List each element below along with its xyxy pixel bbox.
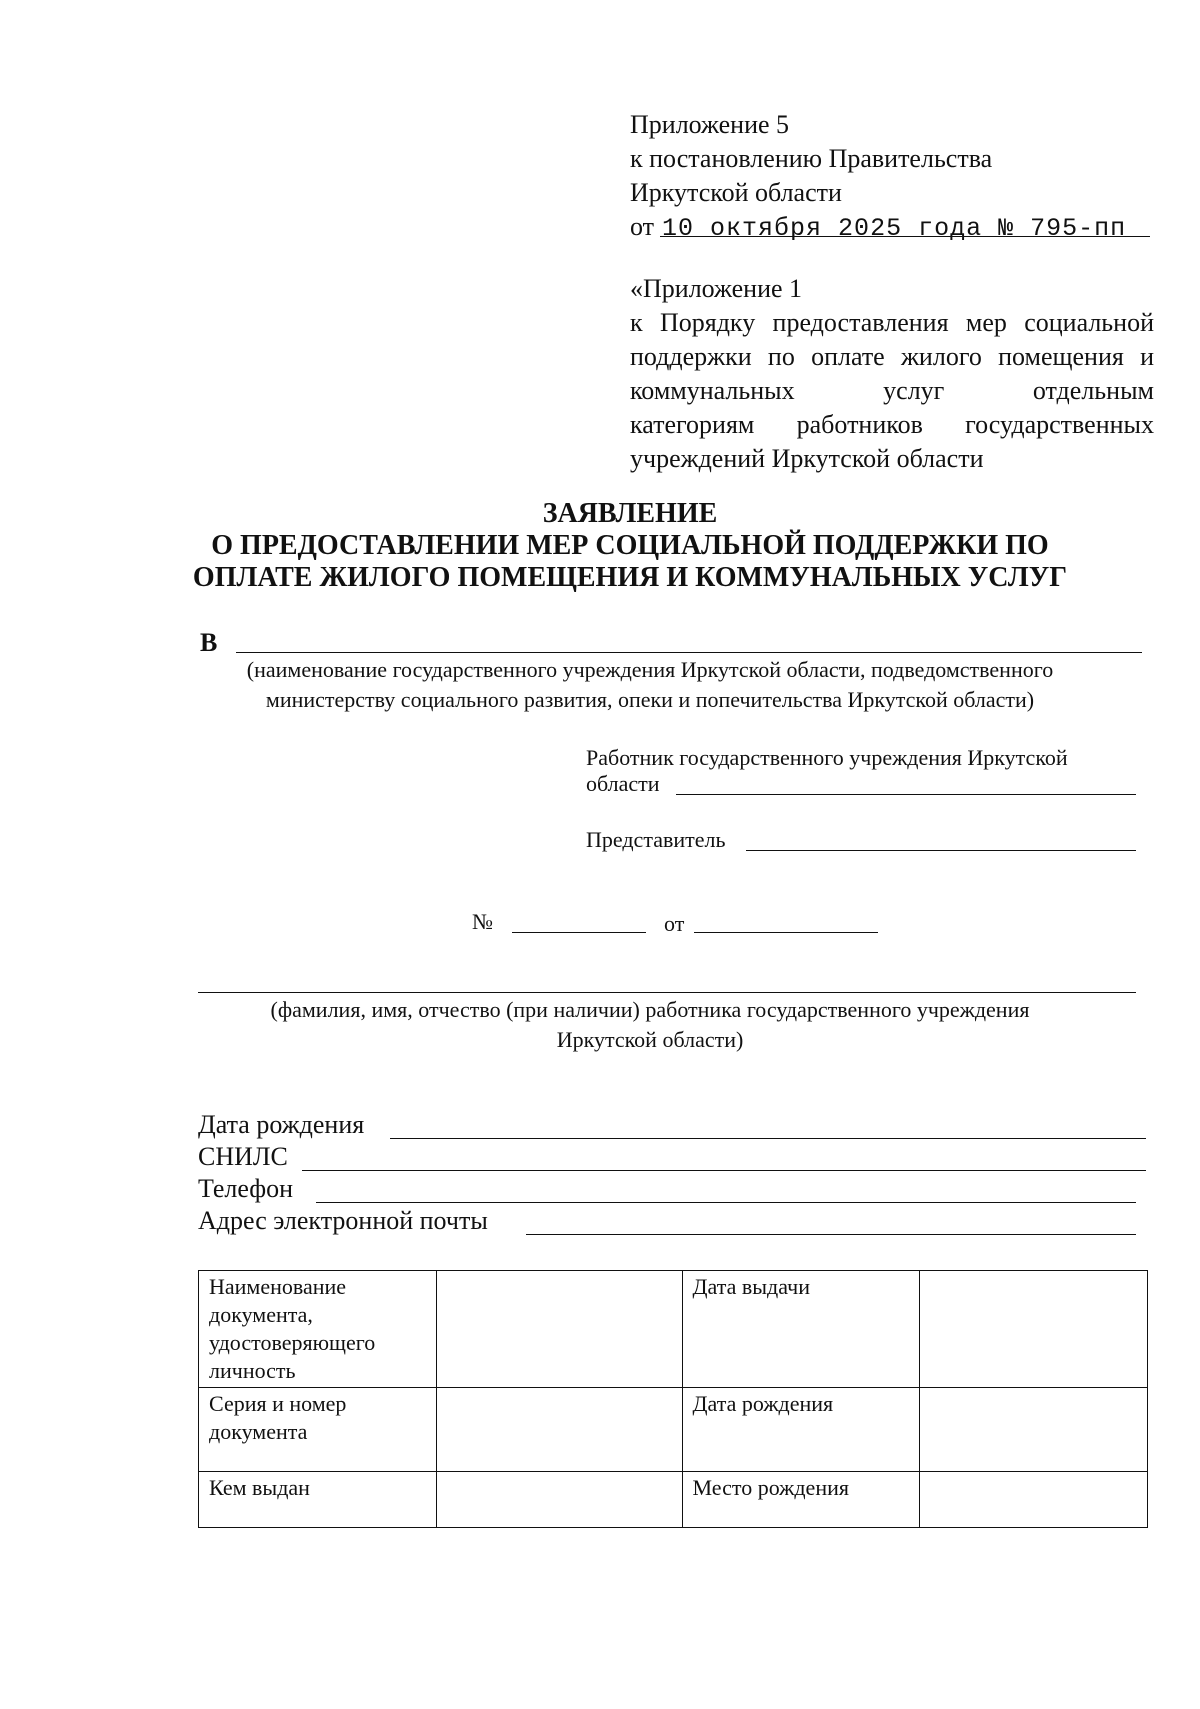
appendix-5-line: Иркутской области [630, 178, 842, 207]
representative-label: Представитель [586, 827, 726, 852]
email-label: Адрес электронной почты [198, 1206, 488, 1235]
identity-document-table [198, 1270, 1148, 1528]
appendix-5-header [630, 108, 1150, 246]
issued-by-value[interactable] [436, 1472, 682, 1528]
table-row [199, 1472, 1148, 1528]
birth-date-label: Дата рождения [198, 1110, 365, 1139]
appendix-1-line: поддержки по оплате жилого помещения и [630, 342, 1154, 371]
series-number-label: Серия и номер документа [199, 1388, 437, 1472]
registration-number-label: № [472, 909, 493, 934]
registration-number-field[interactable] [512, 932, 646, 933]
worker-label: Работник государственного учреждения Иркутской [586, 745, 1068, 770]
birth-date-field[interactable] [390, 1138, 1146, 1139]
fio-hint-line: (фамилия, имя, отчество (при наличии) работника государственного учреждения [270, 997, 1030, 1022]
snils-field[interactable] [302, 1170, 1146, 1171]
decree-underline [660, 236, 1150, 237]
issued-by-label: Кем выдан [199, 1472, 437, 1528]
decree-from-label: от [630, 212, 655, 241]
representative-field-line[interactable] [746, 850, 1136, 851]
table-row [199, 1388, 1148, 1472]
title-line: О ПРЕДОСТАВЛЕНИИ МЕР СОЦИАЛЬНОЙ ПОДДЕРЖКИ ПО [211, 530, 1049, 561]
snils-label: СНИЛС [198, 1142, 288, 1171]
appendix-5-title: Приложение 5 [630, 110, 790, 139]
table-birth-date-value[interactable] [920, 1388, 1148, 1472]
worker-label-cont: области [586, 771, 660, 796]
table-row [199, 1271, 1148, 1388]
phone-field[interactable] [316, 1202, 1136, 1203]
appendix-1-line: учреждений Иркутской области [630, 444, 984, 473]
registration-date-field[interactable] [694, 932, 878, 933]
recipient-field-line[interactable] [236, 652, 1142, 653]
document-title [180, 498, 1080, 594]
email-field[interactable] [526, 1234, 1136, 1235]
registration-date-label: от [664, 911, 685, 936]
fio-hint-line: Иркутской области) [556, 1027, 744, 1052]
document-name-label: Наименование документа, удостоверяющего личность [199, 1271, 437, 1388]
appendix-1-line: категориям работников государственных [630, 410, 1154, 439]
birth-place-value[interactable] [920, 1472, 1148, 1528]
table-birth-date-label: Дата рождения [682, 1388, 920, 1472]
title-line: ОПЛАТЕ ЖИЛОГО ПОМЕЩЕНИЯ И КОММУНАЛЬНЫХ УСЛУГ [192, 562, 1068, 593]
recipient-hint-line: министерству социального развития, опеки и попечительства Иркутской области) [265, 687, 1035, 712]
appendix-5-line: к постановлению Правительства [630, 144, 993, 173]
issue-date-value[interactable] [920, 1271, 1148, 1388]
birth-place-label: Место рождения [682, 1472, 920, 1528]
fio-field-line[interactable] [198, 992, 1136, 993]
decree-line [630, 210, 1150, 246]
appendix-1-line: коммунальных услуг отдельным [630, 376, 1154, 405]
title-line: ЗАЯВЛЕНИЕ [542, 498, 718, 529]
appendix-1-line: к Порядку предоставления мер социальной [630, 308, 1154, 337]
appendix-1-header [630, 272, 1154, 476]
recipient-prefix: В [200, 628, 218, 657]
recipient-hint-line: (наименование государственного учреждения Иркутской области, подведомственного [246, 657, 1054, 682]
document-name-value[interactable] [436, 1271, 682, 1388]
worker-field-line[interactable] [676, 794, 1136, 795]
phone-label: Телефон [198, 1174, 294, 1203]
appendix-1-title: «Приложение 1 [630, 274, 803, 303]
issue-date-label: Дата выдачи [682, 1271, 920, 1388]
series-number-value[interactable] [436, 1388, 682, 1472]
decree-date-number: 10 октября 2025 года № 795-пп [662, 214, 1127, 243]
